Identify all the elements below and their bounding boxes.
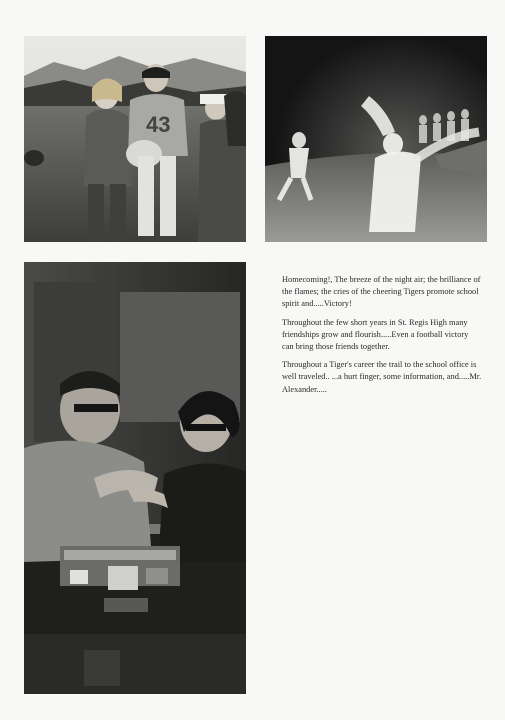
jersey-number: 43	[146, 112, 171, 137]
photo-homecoming-football	[24, 36, 246, 242]
caption-paragraph-homecoming: Homecoming!, The breeze of the night air; the brilliance of the flames; the cries of the cheering Tigers promote school spirit and.....Victory!	[282, 275, 481, 309]
photo-bonfire-night	[265, 36, 487, 242]
photo-school-office	[24, 262, 246, 694]
caption-paragraph-office: Throughout a Tiger's career the trail to the school office is well traveled.. ...a hurt finger, some information, and.....Mr. Alexander.....	[282, 360, 482, 394]
caption-text	[282, 274, 482, 402]
caption-paragraph-friendships: Throughout the few short years in St. Regis High many friendships grow and flourish.....Even a football victory can bring those friends together.	[282, 317, 469, 352]
